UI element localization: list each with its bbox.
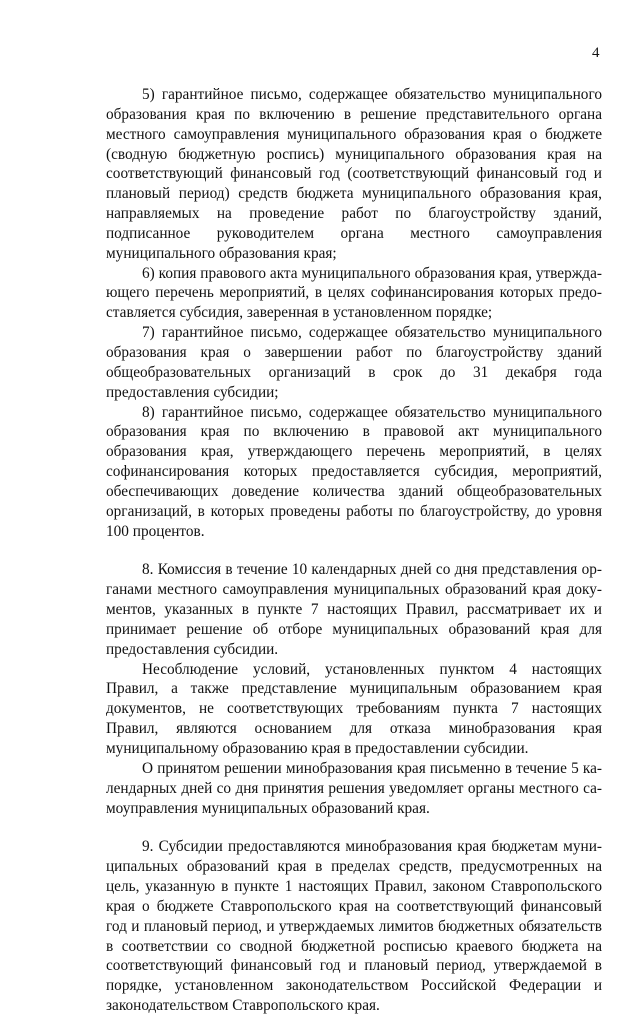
paragraph-point-9-subsidies: 9. Субсидии предоставляются минобразования края бюджетам муниципальных образований края в пределах средств, предусмотренных на цель, указанную в пункте 1 настоящих Правил, законом Ставропольского края о бюджете Ставропольского края на соответствующий финансовый год и плановый период, и утверждаемых лимитов бюджетных обязательств в соответствии со сводной бюджетной росписью краевого бюджета на соответствующий финансовый год и плановый период, утверждаемой в порядке, установленном законодательством Российской Федерации и законодательством Ставропольского края. bbox=[106, 838, 602, 1015]
paragraph-point-8-notification: О принятом решении минобразования края письменно в течение 5 календарных дней со дня принятия решения уведомляет органы местного самоуправления муниципальных образований края. bbox=[106, 759, 602, 817]
paragraph-point-8-commission: 8. Комиссия в течение 10 календарных дней со дня представления органами местного самоуправления муниципальных образований края документов, указанных в пункте 7 настоящих Правил, рассматривает их и принимает решение об отборе муниципальных образований края для предоставления субсидии. bbox=[106, 561, 602, 658]
section-point-8 bbox=[106, 560, 602, 818]
section-documents-list bbox=[106, 85, 602, 541]
section-point-9 bbox=[106, 837, 602, 1016]
paragraph-item-8: 8) гарантийное письмо, содержащее обязательство муниципального образования края по включению в правовой акт муниципального образования края, утверждающего перечень мероприятий, в целях софинансирования которых предоставляется субсидия, мероприятий, обеспечивающих доведение количества зданий общеобразовательных организаций, в которых проведены работы по благоустройству, до уровня 100 процентов. bbox=[106, 403, 602, 540]
document-body bbox=[106, 85, 602, 1016]
paragraph-item-6: 6) копия правового акта муниципального образования края, утверждающего перечень мероприятий, в целях софинансирования которых предоставляется субсидия, заверенная в установленном порядке; bbox=[106, 264, 602, 322]
paragraph-item-5: 5) гарантийное письмо, содержащее обязательство муниципального образования края по включению в решение представительного органа местного самоуправления муниципального образования края о бюджете (сводную бюджетную роспись) муниципального образования края на соответствующий финансовый год (соответствующий финансовый год и плановый период) средств бюджета муниципального образования края, направляемых на проведение работ по благоустройству зданий, подписанное руководителем органа местного самоуправления муниципального образования края; bbox=[106, 86, 602, 262]
paragraph-item-7: 7) гарантийное письмо, содержащее обязательство муниципального образования края о завершении работ по благоустройству зданий общеобразовательных организаций в срок до 31 декабря года предоставления субсидии; bbox=[106, 324, 602, 401]
page-number: 4 bbox=[592, 45, 600, 61]
paragraph-point-8-refusal: Несоблюдение условий, установленных пунктом 4 настоящих Правил, а также представление муниципальным образованием края документов, не соответствующих требованиям пункта 7 настоящих Правил, являются основанием для отказа минобразования края муниципальному образованию края в предоставлении субсидии. bbox=[106, 660, 602, 757]
